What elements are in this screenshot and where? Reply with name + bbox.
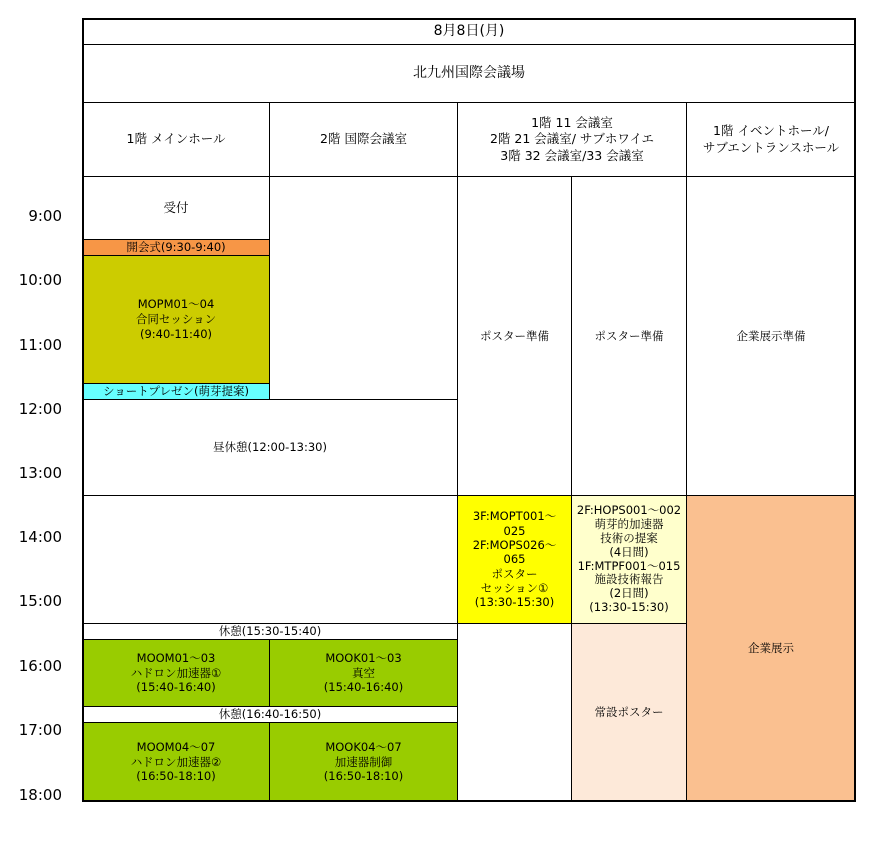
hadron-session-block [82, 722, 270, 802]
empty-block [269, 176, 458, 400]
hadron-session-block [82, 639, 270, 707]
session-line: 1F:MTPF001～015 [577, 558, 681, 573]
permanent-poster-label: 常設ポスター [594, 705, 664, 720]
poster-prep-block [457, 176, 572, 496]
room-main-hall-label: 1階 メインホール [126, 131, 226, 147]
poster-prep-block [571, 176, 687, 496]
room-event-line: サブエントランスホール [702, 139, 840, 155]
session-line: (9:40-11:40) [139, 326, 213, 341]
exhibit-label: 企業展示 [748, 641, 794, 656]
session-line: MOOK01～03 [325, 650, 402, 665]
time-label: 15:00 [18, 592, 62, 610]
session-line: 加速器制御 [334, 754, 393, 769]
session-line: ハドロン加速器① [130, 665, 222, 680]
time-label: 18:00 [18, 786, 62, 804]
session-line: 真空 [352, 665, 375, 680]
session-line: (16:50-18:10) [136, 769, 216, 784]
hops-block [571, 495, 687, 624]
opening-label: 開会式(9:30-9:40) [126, 240, 226, 255]
break-block [82, 706, 458, 723]
opening-ceremony-block [82, 239, 270, 256]
session-line: (2日間) [609, 586, 649, 601]
room-meeting-line: 3階 32 会議室/33 会議室 [500, 147, 644, 163]
room-header-main-hall [82, 102, 270, 177]
poster-prep-label: ポスター準備 [594, 328, 664, 343]
session-line: MOOM01～03 [136, 650, 216, 665]
time-label: 17:00 [18, 721, 62, 739]
reception-label: 受付 [163, 199, 189, 215]
short-presentation-label: ショートプレゼン(萌芽提案) [103, 384, 249, 399]
date-header [82, 18, 856, 45]
room-event-line: 1階 イベントホール/ [713, 123, 829, 139]
session-line: (16:50-18:10) [323, 769, 404, 784]
session-line: ポスター [491, 566, 538, 581]
session-line: セッション① [480, 581, 549, 596]
room-header-meeting-rooms [457, 102, 687, 177]
venue-header [82, 44, 856, 103]
empty-block [457, 623, 572, 802]
session-line: 萌芽的加速器 [594, 517, 664, 532]
control-session-block [269, 722, 458, 802]
empty-block [82, 495, 458, 624]
session-line: 025 [503, 523, 526, 538]
time-label: 14:00 [18, 528, 62, 546]
date-label: 8月8日(月) [433, 23, 505, 40]
session-line: MOOM04～07 [136, 739, 216, 754]
session-line: (13:30-15:30) [474, 595, 555, 610]
session-line: 施設技術報告 [594, 572, 664, 587]
permanent-poster-block [571, 623, 687, 802]
session-line: 2F:HOPS001～002 [576, 503, 682, 518]
poster-prep-label: ポスター準備 [480, 328, 549, 343]
vacuum-session-block [269, 639, 458, 707]
venue-label: 北九州国際会議場 [413, 65, 525, 82]
lunch-label: 昼休憩(12:00-13:30) [213, 440, 327, 455]
session-line: ハドロン加速器② [130, 754, 222, 769]
session-line: (15:40-16:40) [323, 680, 404, 695]
session-line: 合同セッション [135, 312, 217, 327]
session-line: MOOK04～07 [325, 739, 402, 754]
session-line: 2F:MOPS026～ [472, 537, 557, 552]
session-line: 技術の提案 [600, 530, 658, 545]
reception-block [82, 176, 270, 240]
session-line: 065 [503, 552, 526, 567]
time-label: 12:00 [18, 400, 62, 418]
session-line: 3F:MOPT001～ [472, 509, 557, 524]
time-label: 13:00 [18, 464, 62, 482]
session-line: MOPM01～04 [137, 297, 215, 312]
break-block [82, 623, 458, 640]
room-meeting-line: 2階 21 会議室/ サブホワイエ [489, 131, 655, 147]
time-label: 16:00 [18, 657, 62, 675]
room-header-intl-room [269, 102, 458, 177]
room-header-event-hall [686, 102, 856, 177]
exhibit-prep-label: 企業展示準備 [736, 328, 806, 343]
room-intl-label: 2階 国際会議室 [320, 131, 407, 147]
break-label: 休憩(16:40-16:50) [218, 707, 322, 722]
break-label: 休憩(15:30-15:40) [218, 624, 322, 639]
session-line: (15:40-16:40) [136, 680, 216, 695]
session-line: (13:30-15:30) [589, 599, 669, 614]
time-label: 9:00 [28, 207, 62, 225]
time-label: 11:00 [18, 336, 62, 354]
exhibit-block [686, 495, 856, 802]
room-meeting-line: 1階 11 会議室 [531, 115, 613, 131]
time-label: 10:00 [18, 271, 62, 289]
joint-session-block [82, 255, 270, 384]
exhibit-prep-block [686, 176, 856, 496]
session-line: (4日間) [609, 544, 649, 559]
poster-session-block [457, 495, 572, 624]
lunch-block [82, 399, 458, 496]
short-presentation-block [82, 383, 270, 400]
